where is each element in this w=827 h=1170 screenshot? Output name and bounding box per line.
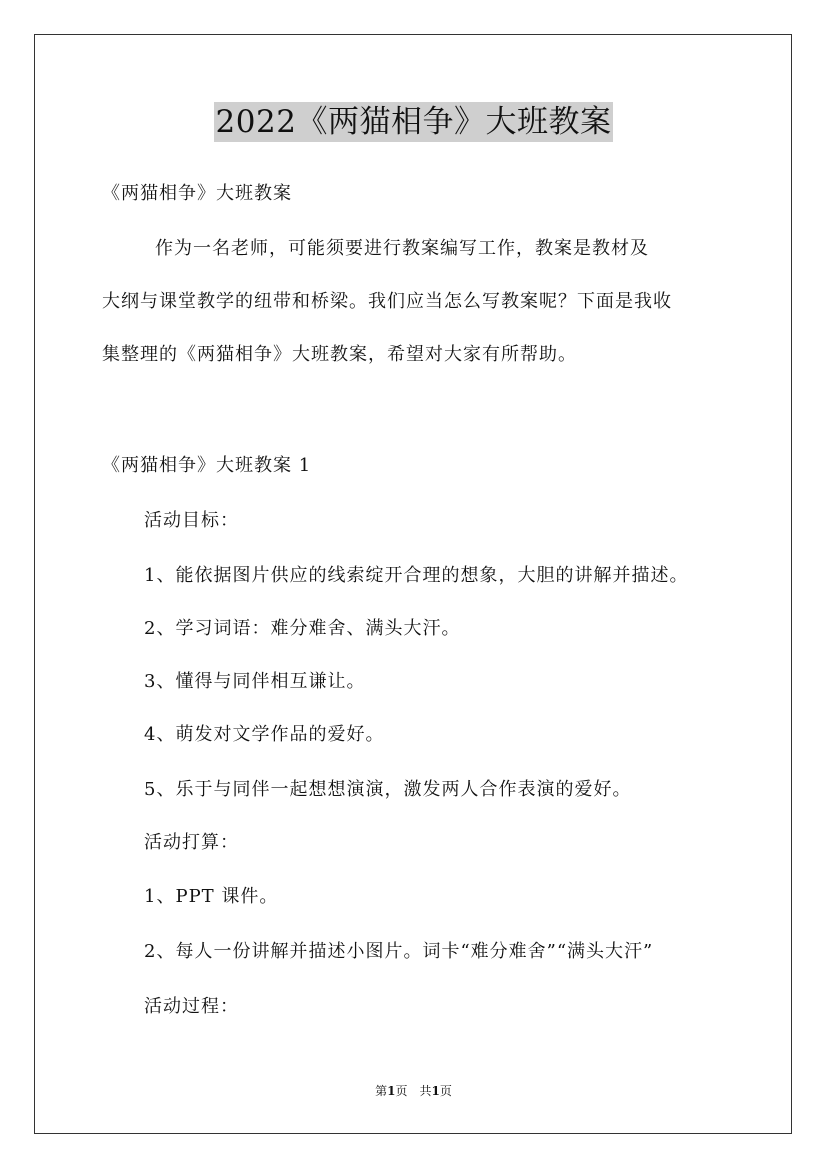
intro-line-1: 作为一名老师，可能须要进行教案编写工作，教案是教材及 xyxy=(155,238,649,259)
document-title: 2022《两猫相争》大班教案 xyxy=(215,104,612,140)
goals-label: 活动目标： xyxy=(144,510,239,531)
page-footer xyxy=(0,1083,827,1099)
section-heading: 《两猫相争》大班教案 1 xyxy=(102,455,312,476)
document-subtitle: 《两猫相争》大班教案 xyxy=(102,183,292,204)
intro-line-3: 集整理的《两猫相争》大班教案，希望对大家有所帮助。 xyxy=(102,344,577,365)
intro-line-2: 大纲与课堂教学的纽带和桥梁。我们应当怎么写教案呢？下面是我收 xyxy=(102,291,672,312)
goal-item-3: 3、懂得与同伴相互谦让。 xyxy=(144,671,366,692)
process-label: 活动过程： xyxy=(144,996,239,1017)
goal-item-2: 2、学习词语：难分难舍、满头大汗。 xyxy=(144,618,461,639)
footer-page-current: 1 xyxy=(387,1084,396,1098)
goal-item-5: 5、乐于与同伴一起想想演演，激发两人合作表演的爱好。 xyxy=(144,779,632,800)
title-wrapper xyxy=(0,102,827,142)
footer-suffix: 页 xyxy=(439,1084,452,1098)
goal-item-4: 4、萌发对文学作品的爱好。 xyxy=(144,724,385,745)
footer-prefix: 第 xyxy=(375,1084,388,1098)
footer-mid: 页 共 xyxy=(395,1084,432,1098)
prep-label: 活动打算： xyxy=(144,832,239,853)
prep-item-2: 2、每人一份讲解并描述小图片。词卡“难分难舍”“满头大汗” xyxy=(144,941,654,962)
footer-page-total: 1 xyxy=(431,1084,440,1098)
prep-item-1: 1、PPT 课件。 xyxy=(144,886,279,907)
goal-item-1: 1、能依据图片供应的线索绽开合理的想象，大胆的讲解并描述。 xyxy=(144,565,689,586)
